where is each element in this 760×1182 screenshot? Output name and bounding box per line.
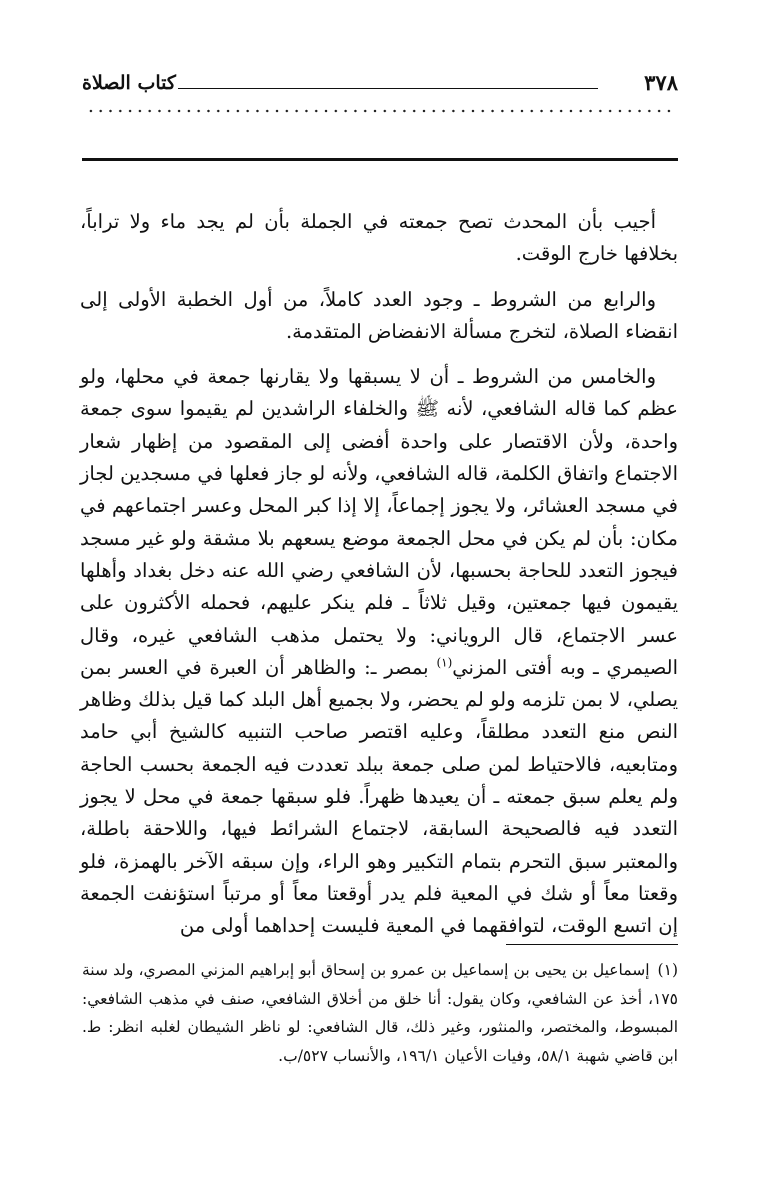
footnote-reference[interactable]: (١)	[436, 655, 453, 670]
main-text	[80, 206, 678, 943]
paragraph-text: والخامس من الشروط ـ أن لا يسبقها ولا يقارنها جمعة في محلها، ولو عظم كما قاله الشافعي، لأنه ﷺ والخلفاء الراشدين لم يقيموا سوى جمعة واحدة، ولأن الاقتصار على واحدة أفضى إلى المقصود من إظهار شعار الاجتماع واتفاق الكلمة، قاله الشافعي، ولأنه لو جاز فعلها في مسجدين لجاز في مسجد العشائر، ولا يجوز إجماعاً، إلا إذا كبر المحل وعسر اجتماعهم في مكان: بأن لم يكن في محل الجمعة موضع يسعهم بلا مشقة ولو غير مسجد فيجوز التعدد للحاجة بحسبها، لأن الشافعي رضي الله عنه دخل بغداد وأهلها يقيمون فيها جمعتين، وقيل ثلاثاً ـ فلم ينكر عليهم، فحمله الأكثرون على عسر الاجتماع، قال الروياني: ولا يحتمل مذهب الشافعي غيره، وقال الصيمري ـ وبه أفتى المزني	[80, 365, 678, 679]
paragraph	[80, 361, 678, 942]
paragraph: والرابع من الشروط ـ وجود العدد كاملاً، من أول الخطبة الأولى إلى انقضاء الصلاة، لتخرج مسألة الانفضاض المتقدمة.	[80, 287, 678, 343]
footnote-rule	[506, 944, 678, 945]
book-title: كتاب الصلاة	[82, 72, 176, 94]
running-header	[82, 68, 678, 98]
paragraph: أجيب بأن المحدث تصح جمعته في الجملة بأن لم يجد ماء ولا تراباً، بخلافها خارج الوقت.	[80, 210, 678, 266]
footnote	[82, 956, 678, 1070]
dotted-separator	[86, 104, 676, 118]
footnotes	[82, 956, 678, 1070]
header-rule	[178, 88, 598, 89]
footnote-text: إسماعيل بن يحيى بن إسماعيل بن عمرو بن إسحاق أبو إبراهيم المزني المصري، ولد سنة ١٧٥، أخذ عن الشافعي، وكان يقول: أنا خلق من أخلاق الشافعي، صنف في مذهب الشافعي: المبسوط، والمختصر، والمنثور، وغير ذلك، قال الشافعي: لو ناظر الشيطان لغلبه انظر: ط. ابن قاضي شهبة ٥٨/١، وفيات الأعيان ١٩٦/١، والأنساب ٥٢٧/ب.	[82, 961, 678, 1065]
paragraph-text: بمصر ـ: والظاهر أن العبرة في العسر بمن يصلي، لا بمن تلزمه ولو لم يحضر، ولا بجميع أهل البلد كما قيل بذلك وظاهر النص منع التعدد مطلقاً، وعليه اقتصر صاحب التنبيه كالشيخ أبي حامد ومتابعيه، فالاحتياط لمن صلى جمعة ببلد تعددت فيه الجمعة بحسب الحاجة ولم يعلم سبق جمعته ـ أن يعيدها ظهراً. فلو سبقها جمعة في محل لا يجوز التعدد فيه فالصحيحة السابقة، لاجتماع الشرائط فيها، واللاحقة باطلة، والمعتبر سبق التحرم بتمام التكبير وهو الراء، وإن سبقه الآخر بالهمزة، فلو وقعتا معاً أو شك في المعية فلم يدر أوقعتا معاً أو مرتباً استؤنفت الجمعة إن اتسع الوقت، لتوافقهما في المعية فليست إحداهما أولى من	[80, 655, 678, 938]
thick-separator-rule	[82, 158, 678, 161]
page-number: ٣٧٨	[644, 70, 678, 95]
footnote-marker: (١)	[657, 961, 678, 979]
